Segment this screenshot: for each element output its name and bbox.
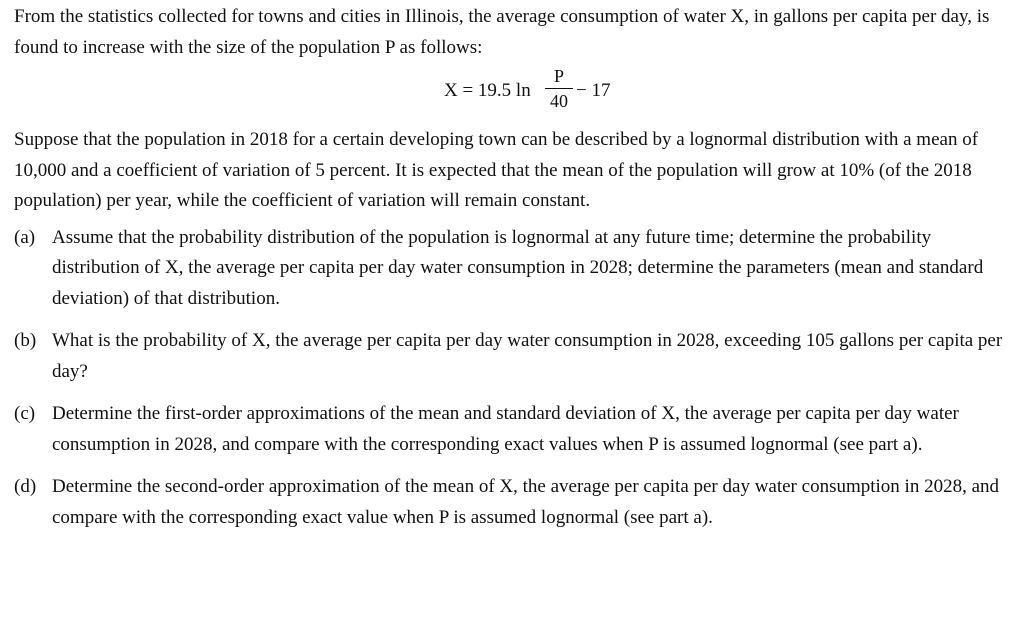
- part-b: [14, 326, 1012, 387]
- scenario-paragraph: Suppose that the population in 2018 for a certain developing town can be described by a lognormal distribution with a mean of 10,000 and a coefficient of variation of 5 percent. It is expected that the mean of the population will grow at 10% (of the 2018 population) per year, while the coefficient of variation will remain constant.: [14, 129, 979, 211]
- part-text: Assume that the probability distribution of the population is lognormal at any future time; determine the probability distribution of X, the average per capita per day water consumption in 2028; determine the parameters (mean and standard deviation) of that distribution.: [52, 226, 984, 309]
- part-marker: (d): [14, 476, 37, 497]
- part-text: Determine the second-order approximation of the mean of X, the average per capita per day water consumption in 2028, and compare with the corresponding exact value when P is assumed lognormal (see part a).: [52, 476, 1000, 528]
- part-text: Determine the first-order approximations of the mean and standard deviation of X, the average per capita per day water consumption in 2028, and compare with the corresponding exact values when P is assumed lognormal (see part a).: [52, 403, 959, 455]
- formula-lhs: X = 19.5 ln: [444, 80, 531, 101]
- formula-fraction: [545, 65, 573, 112]
- part-c: [14, 399, 1012, 460]
- part-d: [14, 472, 1012, 533]
- formula-numerator: P: [553, 66, 564, 86]
- part-marker: (a): [14, 226, 36, 248]
- part-marker: (b): [14, 330, 37, 351]
- part-a: [14, 223, 1012, 315]
- formula-rhs: − 17: [576, 80, 611, 101]
- part-text: What is the probability of X, the average per capita per day water consumption in 2028, exceeding 105 gallons per capita per day?: [52, 330, 1003, 382]
- intro-paragraph: From the statistics collected for towns and cities in Illinois, the average consumption of water X, in gallons per capita per day, is found to increase with the size of the population P as follows:: [14, 6, 990, 58]
- formula-denominator: 40: [550, 91, 568, 112]
- consumption-formula: [14, 63, 1012, 123]
- part-marker: (c): [14, 403, 36, 424]
- fraction-bar: [545, 88, 573, 89]
